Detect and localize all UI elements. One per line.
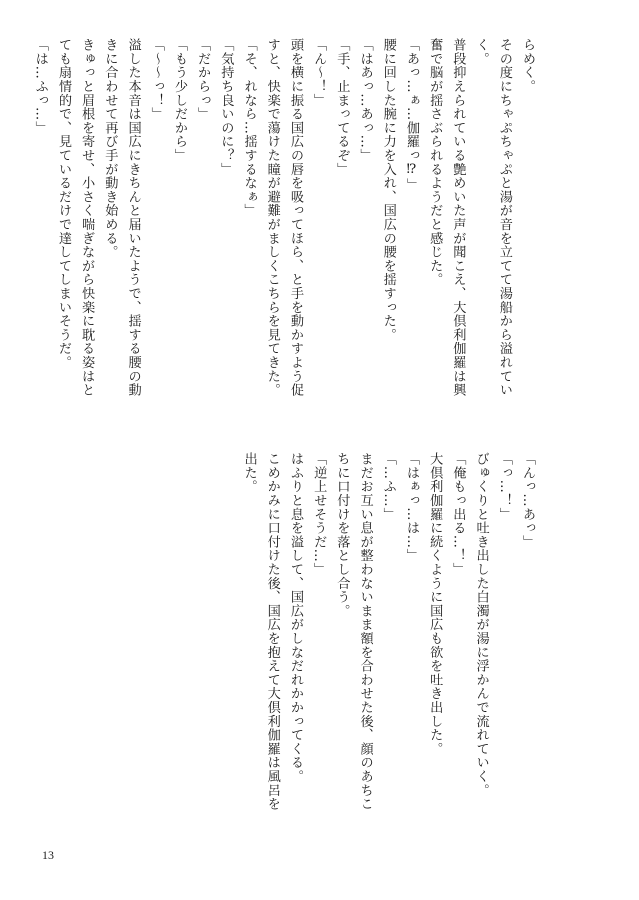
text-line: 「逆上せそうだ…」	[311, 452, 327, 577]
text-line: 「そ、れなら…揺するなぁ」	[241, 38, 257, 218]
text-line: すと、快楽で蕩けた瞳が避難がましくこちらを見てきた。	[264, 38, 280, 397]
text-block-upper	[29, 38, 539, 428]
text-line: 奮で脳が揺さぶられるようだと感じた。	[427, 38, 443, 287]
text-line: 「んっ…あっ」	[520, 452, 535, 549]
text-line: 「俺もっ出る…！」	[450, 452, 466, 577]
text-line: こめかみに口付けた後、国広を抱えて大倶利伽羅は風呂を	[264, 452, 280, 811]
text-line: 「っ…！」	[496, 452, 512, 521]
page-number: 13	[42, 848, 54, 862]
text-line: きに合わせて再び手が動き始める。	[102, 38, 118, 259]
text-line: まだお互い息が整わないまま額を合わせた後、顔のあちこ	[357, 452, 373, 811]
text-line: 「手、止まってるぞ」	[334, 38, 350, 176]
text-line: ちに口付けを落とし合う。	[334, 452, 350, 618]
text-line: 「だからっ」	[195, 38, 211, 121]
text-line: 「は…ふっ…」	[32, 38, 48, 135]
text-line: きゅっと眉根を寄せ、小さく喘ぎながら快楽に耽る姿はと	[79, 38, 95, 397]
text-line: らめく。	[520, 38, 535, 94]
text-line: 出た。	[241, 452, 257, 494]
text-line: 大倶利伽羅に続くように国広も欲を吐き出した。	[427, 452, 443, 756]
text-line: ても扇情的で、見ているだけで達してしまいそうだ。	[55, 38, 71, 370]
text-line: 「…ふ…」	[380, 452, 396, 521]
text-line: く。	[473, 38, 489, 66]
text-block-lower	[237, 452, 539, 842]
text-line: 「はあっ…あっ…」	[357, 38, 373, 163]
text-line: 溢した本音は国広にきちんと届いたようで、揺する腰の動	[125, 38, 141, 397]
text-line: 頭を横に振る国広の唇を吸ってほら、と手を動かすよう促	[287, 38, 303, 397]
text-line: びゅくりと吐き出した白濁が湯に浮かんで流れていく。	[473, 452, 489, 797]
text-line: 普段抑えられている艶めいた声が聞こえ、大倶利伽羅は興	[450, 38, 466, 397]
text-line: 「ん〜！」	[311, 38, 327, 107]
text-line: 「気持ち良いのに？」	[218, 38, 234, 176]
text-line: はふりと息を溢して、国広がしなだれかかってくる。	[287, 452, 303, 784]
text-line: 「〜〜っ！」	[148, 38, 164, 121]
text-line: 「もう少しだから」	[171, 38, 187, 163]
text-line: その度にちゃぷちゃぷと湯が音を立てて湯船から溢れてい	[496, 38, 512, 397]
text-line: 「あっ…ぁ…伽羅っ⁉」	[403, 38, 419, 192]
text-line: 「はぁっ…は…」	[403, 452, 419, 563]
text-line: 腰に回した腕に力を入れ、国広の腰を揺すった。	[380, 38, 396, 342]
